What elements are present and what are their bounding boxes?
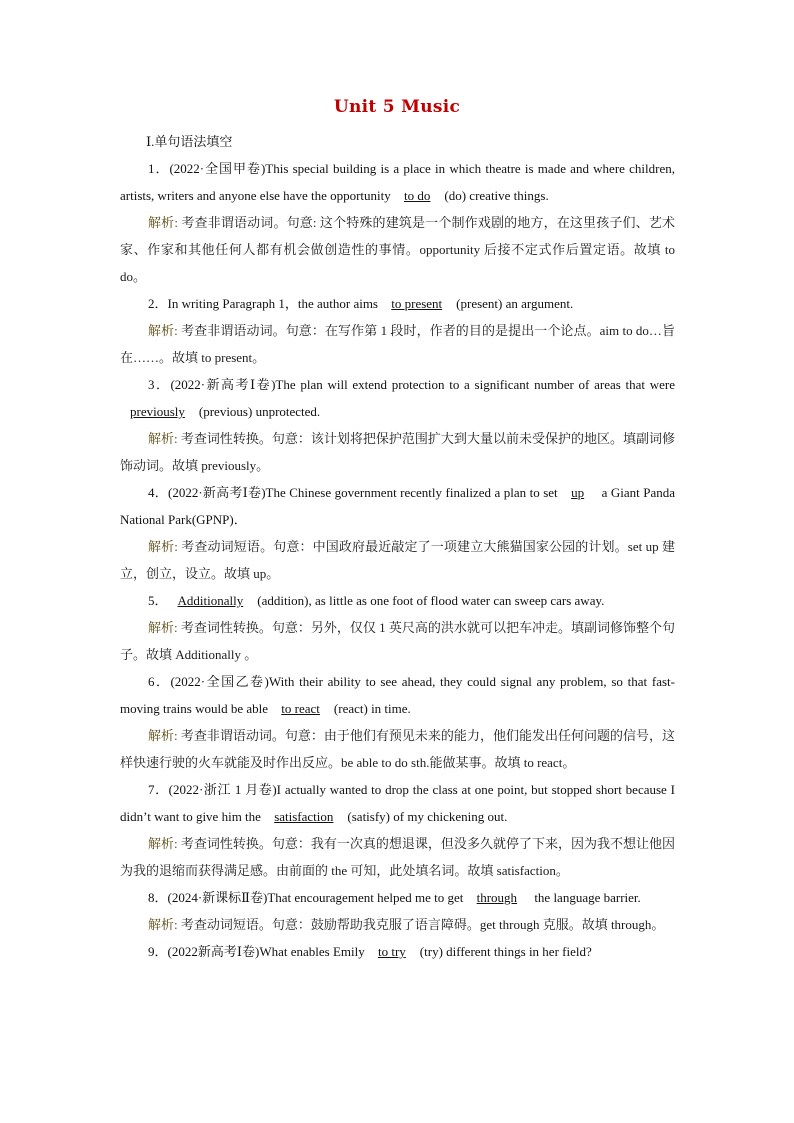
explanation-label: 解析:	[148, 323, 178, 338]
question-source: (2022·全国乙卷)	[170, 674, 269, 689]
question-text: The Chinese government recently finalized a plan to set	[265, 485, 562, 500]
question-8	[120, 884, 675, 911]
answer-blank: to present	[391, 296, 443, 311]
explanation-6	[120, 722, 675, 776]
explanation-text: 考查非谓语动词。句意：在写作第 1 段时，作者的目的是提出一个论点。aim to do…旨在……。故填 to present。	[120, 323, 675, 365]
question-source: (2022·全国甲卷)	[169, 161, 266, 176]
explanation-label: 解析:	[148, 431, 178, 446]
answer-blank: previously	[130, 404, 185, 419]
explanation-text: 考查非谓语动词。句意: 这个特殊的建筑是一个制作戏剧的地方，在这里孩子们、艺术家、作家和其他任何人都有机会做创造性的事情。opportunity 后接不定式作后置定语。故填 to do。	[120, 215, 675, 284]
question-number: 3．	[148, 377, 171, 392]
explanation-1	[120, 209, 675, 290]
question-number: 7．	[148, 782, 169, 797]
answer-blank: up	[571, 485, 585, 500]
question-number: 9．	[148, 944, 168, 959]
explanation-label: 解析:	[148, 539, 178, 554]
answer-blank: Additionally	[177, 593, 244, 608]
question-source: (2022·浙江 1 月卷)	[168, 782, 277, 797]
question-9	[120, 938, 675, 965]
explanation-label: 解析:	[148, 836, 178, 851]
question-text: With their ability to see ahead, they could signal any problem, so that fast-moving trains would be able	[120, 674, 675, 716]
question-source: (2022·新高考Ⅰ卷)	[170, 377, 276, 392]
question-text: I actually wanted to drop the class at one point, but stopped short because I didn’t want to give him the	[120, 782, 675, 824]
question-list	[120, 155, 675, 965]
explanation-7	[120, 830, 675, 884]
question-text: In writing Paragraph 1，the author aims	[167, 296, 382, 311]
question-text-after: (try) different things in her field?	[419, 944, 592, 959]
explanation-text: 考查动词短语。句意：中国政府最近敲定了一项建立大熊猫国家公园的计划。set up 建立，创立，设立。故填 up。	[120, 539, 675, 581]
question-7	[120, 776, 675, 830]
question-number: 4．	[148, 485, 168, 500]
question-text: What enables Emily	[259, 944, 368, 959]
question-text: That encouragement helped me to get	[267, 890, 467, 905]
question-source: (2022新高考Ⅰ卷)	[167, 944, 260, 959]
question-6	[120, 668, 675, 722]
question-text: This special building is a place in which theatre is made and where children, artists, writers and anyone else have the opportunity	[120, 161, 675, 203]
explanation-8	[120, 911, 675, 938]
answer-blank: to do	[404, 188, 431, 203]
explanation-label: 解析:	[148, 917, 178, 932]
question-source: (2022·新高考Ⅰ卷)	[167, 485, 266, 500]
question-text-after: (addition), as little as one foot of flood water can sweep cars away.	[257, 593, 605, 608]
question-4	[120, 479, 675, 533]
page-title: Unit 5 Music	[333, 97, 461, 117]
explanation-text: 考查词性转换。句意：另外，仅仅 1 英尺高的洪水就可以把车冲走。填副词修饰整个句子。故填 Additionally 。	[120, 620, 675, 662]
question-number: 8．	[148, 890, 168, 905]
question-5	[120, 587, 675, 614]
question-source: (2024·新课标Ⅱ卷)	[167, 890, 268, 905]
explanation-text: 考查词性转换。句意：我有一次真的想退课，但没多久就停了下来，因为我不想让他因为我的退缩而获得满足感。由前面的 the 可知，此处填名词。故填 satisfaction。	[120, 836, 675, 878]
question-number: 2．	[148, 296, 168, 311]
explanation-text: 考查非谓语动词。句意：由于他们有预见未来的能力，他们能发出任何问题的信号，这样快速行驶的火车就能及时作出反应。be able to do sth.能做某事。故填 to react。	[120, 728, 675, 770]
question-text-after: (previous) unprotected.	[198, 404, 321, 419]
explanation-label: 解析:	[148, 215, 178, 230]
answer-blank: to try	[377, 944, 406, 959]
question-text-after: (react) in time.	[333, 701, 411, 716]
question-number: 1．	[148, 161, 170, 176]
explanation-text: 考查词性转换。句意：该计划将把保护范围扩大到大量以前未受保护的地区。填副词修饰动词。故填 previously。	[120, 431, 675, 473]
explanation-4	[120, 533, 675, 587]
question-text-after: (do) creative things.	[444, 188, 549, 203]
question-number: 5．	[148, 593, 168, 608]
question-text-after: (satisfy) of my chickening out.	[347, 809, 508, 824]
answer-blank: satisfaction	[274, 809, 334, 824]
question-text: The plan will extend protection to a significant number of areas that were	[275, 377, 676, 392]
answer-blank: to react	[281, 701, 320, 716]
question-text-after: the language barrier.	[531, 890, 641, 905]
question-3	[120, 371, 675, 425]
question-1	[120, 155, 675, 209]
explanation-label: 解析:	[148, 620, 178, 635]
answer-blank: through	[476, 890, 518, 905]
explanation-3	[120, 425, 675, 479]
explanation-label: 解析:	[148, 728, 178, 743]
question-text-after: a Giant Panda National Park(GPNP)．	[120, 485, 676, 527]
question-number: 6．	[148, 674, 171, 689]
question-text-after: (present) an argument.	[456, 296, 574, 311]
explanation-text: 考查动词短语。句意：鼓励帮助我克服了语言障碍。get through 克服。故填 through。	[177, 917, 665, 932]
question-2	[120, 290, 675, 317]
section-heading: Ⅰ.单句语法填空	[146, 134, 233, 149]
explanation-2	[120, 317, 675, 371]
explanation-5	[120, 614, 675, 668]
